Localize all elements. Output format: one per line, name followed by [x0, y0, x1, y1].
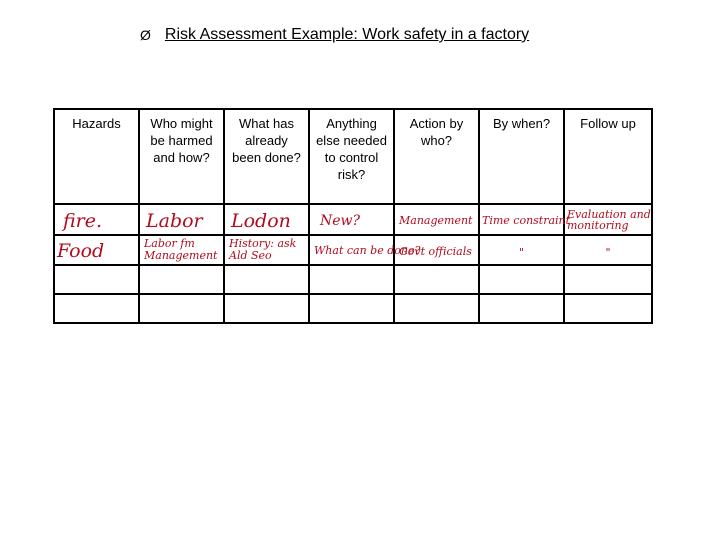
table-cell	[309, 204, 394, 235]
bullet-arrow-icon: Ø	[140, 27, 151, 43]
table-cell	[54, 265, 139, 294]
table-cell	[224, 265, 309, 294]
table-cell	[479, 235, 564, 265]
table-cell	[564, 294, 652, 323]
handwritten-entry: Management	[399, 214, 473, 227]
table-cell	[139, 265, 224, 294]
table-cell	[564, 204, 652, 235]
table-cell	[54, 235, 139, 265]
table-cell	[479, 294, 564, 323]
handwritten-entry: Food	[57, 240, 105, 262]
table-row	[54, 204, 652, 235]
table-cell	[309, 235, 421, 265]
column-header-needed-control: Anything else needed to control risk?	[309, 109, 394, 204]
table-cell	[394, 265, 479, 294]
handwritten-entry: Labor	[146, 209, 203, 232]
table-cell	[479, 204, 571, 235]
risk-assessment-table	[53, 108, 653, 324]
handwritten-entry: Govt officials	[399, 244, 472, 258]
handwritten-entry: Time constraint	[482, 214, 571, 227]
table-cell	[54, 294, 139, 323]
table-cell	[564, 235, 652, 265]
column-header-by-when: By when?	[479, 109, 564, 204]
table-cell	[394, 235, 479, 265]
column-header-hazards: Hazards	[54, 109, 139, 204]
table-row	[54, 235, 652, 265]
page-title: Risk Assessment Example: Work safety in a factory	[164, 26, 530, 43]
table-cell	[139, 294, 224, 323]
handwritten-entry: What can be done?	[314, 244, 421, 257]
slide-title	[140, 26, 529, 44]
table-cell	[309, 265, 394, 294]
table-cell	[139, 204, 224, 235]
handwritten-entry: "	[518, 245, 525, 259]
handwritten-entry: New?	[320, 213, 361, 229]
handwritten-entry: Evaluation and monitoring	[567, 208, 651, 232]
column-header-who-harmed: Who might be harmed and how?	[139, 109, 224, 204]
table-cell	[224, 294, 309, 323]
table-cell	[479, 265, 564, 294]
column-header-action-by: Action by who?	[394, 109, 479, 204]
column-header-already-done: What has already been done?	[224, 109, 309, 204]
table-cell	[139, 235, 224, 265]
handwritten-entry: History: ask Ald Seo	[229, 237, 297, 262]
table-cell	[394, 204, 479, 235]
table-row	[54, 265, 652, 294]
table-row	[54, 294, 652, 323]
table-header-row	[54, 109, 652, 204]
handwritten-entry: fire.	[63, 209, 103, 232]
table-cell	[309, 294, 394, 323]
table-cell	[54, 204, 139, 235]
column-header-follow-up: Follow up	[564, 109, 652, 204]
table-cell	[224, 204, 309, 235]
table-cell	[224, 235, 309, 265]
table-cell	[394, 294, 479, 323]
table-cell	[564, 265, 652, 294]
handwritten-entry: Lodon	[231, 209, 291, 232]
handwritten-entry: "	[605, 245, 611, 259]
handwritten-entry: Labor fm Management	[144, 237, 218, 262]
